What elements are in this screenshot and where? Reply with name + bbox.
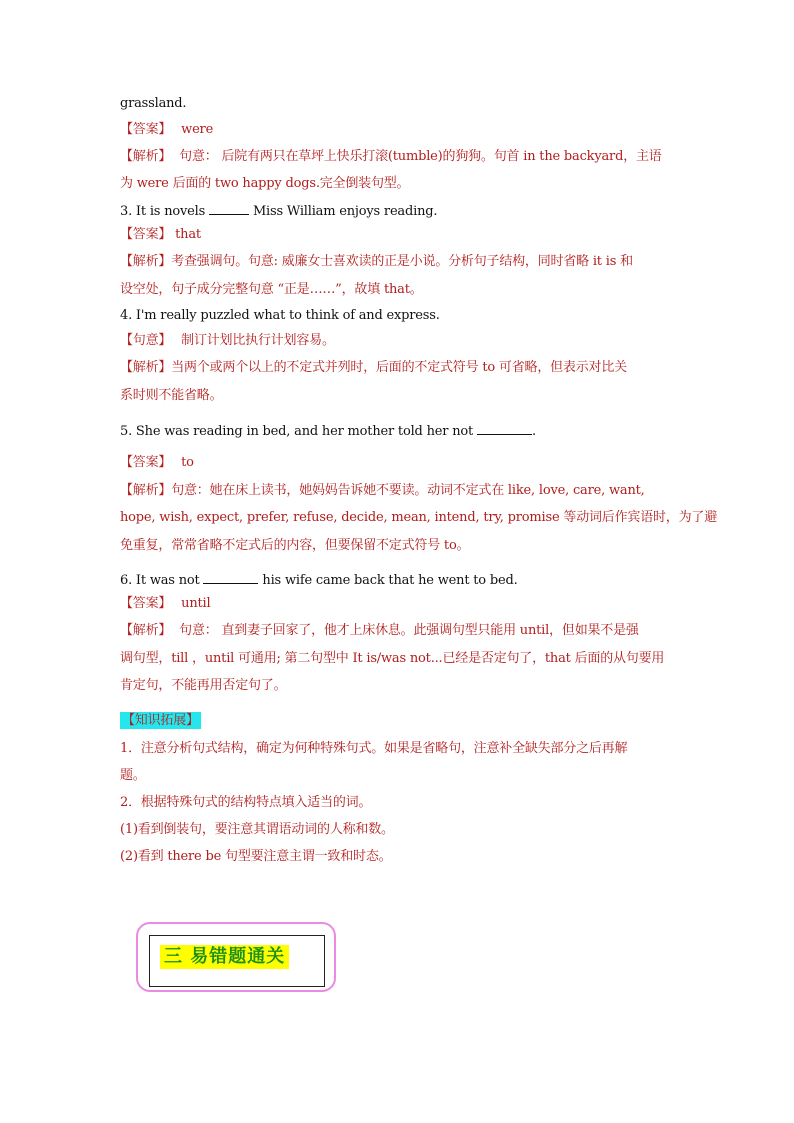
extension-p1a: 1．注意分析句式结构，确定为何种特殊句式。如果是省略句，注意补全缺失部分之后再解 (120, 741, 628, 756)
q6-stem-b: his wife came back that he went to bed. (262, 573, 518, 588)
q6-stem-a: 6. It was not (120, 573, 200, 588)
q6-analysis-1: 句意： 直到妻子回家了，他才上床休息。此强调句型只能用 until，但如果不是强 (179, 623, 639, 638)
meaning-label: 【句意】 (120, 333, 172, 348)
analysis-label: 【解析】 (120, 360, 172, 375)
answer-label: 【答案】 (120, 227, 172, 242)
q2-analysis-2: 为 were 后面的 two happy dogs.完全倒装句型。 (120, 176, 410, 191)
q2-answer-row (120, 121, 680, 139)
q3-blank (209, 202, 249, 215)
q3-analysis-2: 设空处，句子成分完整句意 “正是……”，故填 that。 (120, 282, 423, 297)
q2-answer: were (181, 122, 214, 137)
q3-stem (120, 202, 680, 221)
section-title: 三 易错题通关 (160, 945, 289, 969)
q4-meaning-row (120, 332, 680, 350)
q6-stem (120, 571, 680, 590)
q6-answer-row (120, 595, 680, 613)
q3-answer: that (175, 227, 201, 242)
q6-analysis-2: 调句型，till ，until 可通用; 第二句型中 It is/was not...已经是否定句了，that 后面的从句要用 (120, 651, 665, 666)
q4-meaning: 制订计划比执行计划容易。 (181, 333, 335, 348)
q5-answer-row (120, 454, 680, 472)
q5-stem-text: 5. She was reading in bed, and her mother told her not (120, 424, 474, 439)
q3-analysis-1: 考查强调句。句意: 威廉女士喜欢读的正是小说。分析句子结构，同时省略 it is 和 (171, 254, 633, 269)
extension-p3: (1)看到倒装句，要注意其谓语动词的人称和数。 (120, 822, 394, 837)
answer-label: 【答案】 (120, 455, 172, 470)
q3-stem-b: Miss William enjoys reading. (252, 204, 438, 219)
q4-analysis-row-1 (120, 359, 680, 377)
analysis-label: 【解析】 (120, 483, 172, 498)
extension-p1b: 题。 (120, 768, 146, 783)
q5-analysis-3: 免重复，常常省略不定式后的内容，但要保留不定式符号 to。 (120, 538, 470, 553)
q2-analysis-row-1 (120, 148, 680, 166)
analysis-label: 【解析】 (120, 254, 172, 269)
q2-analysis-1: 句意： 后院有两只在草坪上快乐打滚(tumble)的狗狗。句首 in the backyard，主语 (179, 149, 662, 164)
analysis-label: 【解析】 (120, 149, 172, 164)
q3-answer-row (120, 226, 680, 244)
q6-analysis-row-1 (120, 622, 680, 640)
q3-stem-a: 3. It is novels (120, 204, 206, 219)
q4-analysis-1: 当两个或两个以上的不定式并列时，后面的不定式符号 to 可省略，但表示对比关 (171, 360, 627, 375)
q5-blank (477, 422, 532, 435)
q5-analysis-row-1 (120, 482, 680, 500)
q6-blank (203, 571, 258, 584)
q4-analysis-2: 系时则不能省略。 (120, 388, 223, 403)
analysis-label: 【解析】 (120, 623, 172, 638)
q5-analysis-2: hope, wish, expect, prefer, refuse, decide, mean, intend, try, promise 等动词后作宾语时，为了避 (120, 510, 718, 525)
q5-analysis-1: 句意：她在床上读书，她妈妈告诉她不要读。动词不定式在 like, love, care, want, (171, 483, 645, 498)
q5-stem: 5. She was reading in bed, and her mother told her not . (120, 424, 536, 439)
extension-heading (120, 712, 680, 730)
answer-label: 【答案】 (120, 596, 172, 611)
extension-p2: 2．根据特殊句式的结构特点填入适当的词。 (120, 795, 372, 810)
q6-answer: until (181, 596, 211, 611)
q4-stem: 4. I'm really puzzled what to think of and express. (120, 308, 440, 323)
extension-label: 【知识拓展】 (122, 713, 199, 728)
answer-label: 【答案】 (120, 122, 172, 137)
extension-p4: (2)看到 there be 句型要注意主谓一致和时态。 (120, 849, 392, 864)
q3-analysis-row-1 (120, 253, 680, 271)
top-line: grassland. (120, 96, 187, 111)
q6-analysis-3: 肯定句，不能再用否定句了。 (120, 678, 287, 693)
q5-answer: to (181, 455, 194, 470)
